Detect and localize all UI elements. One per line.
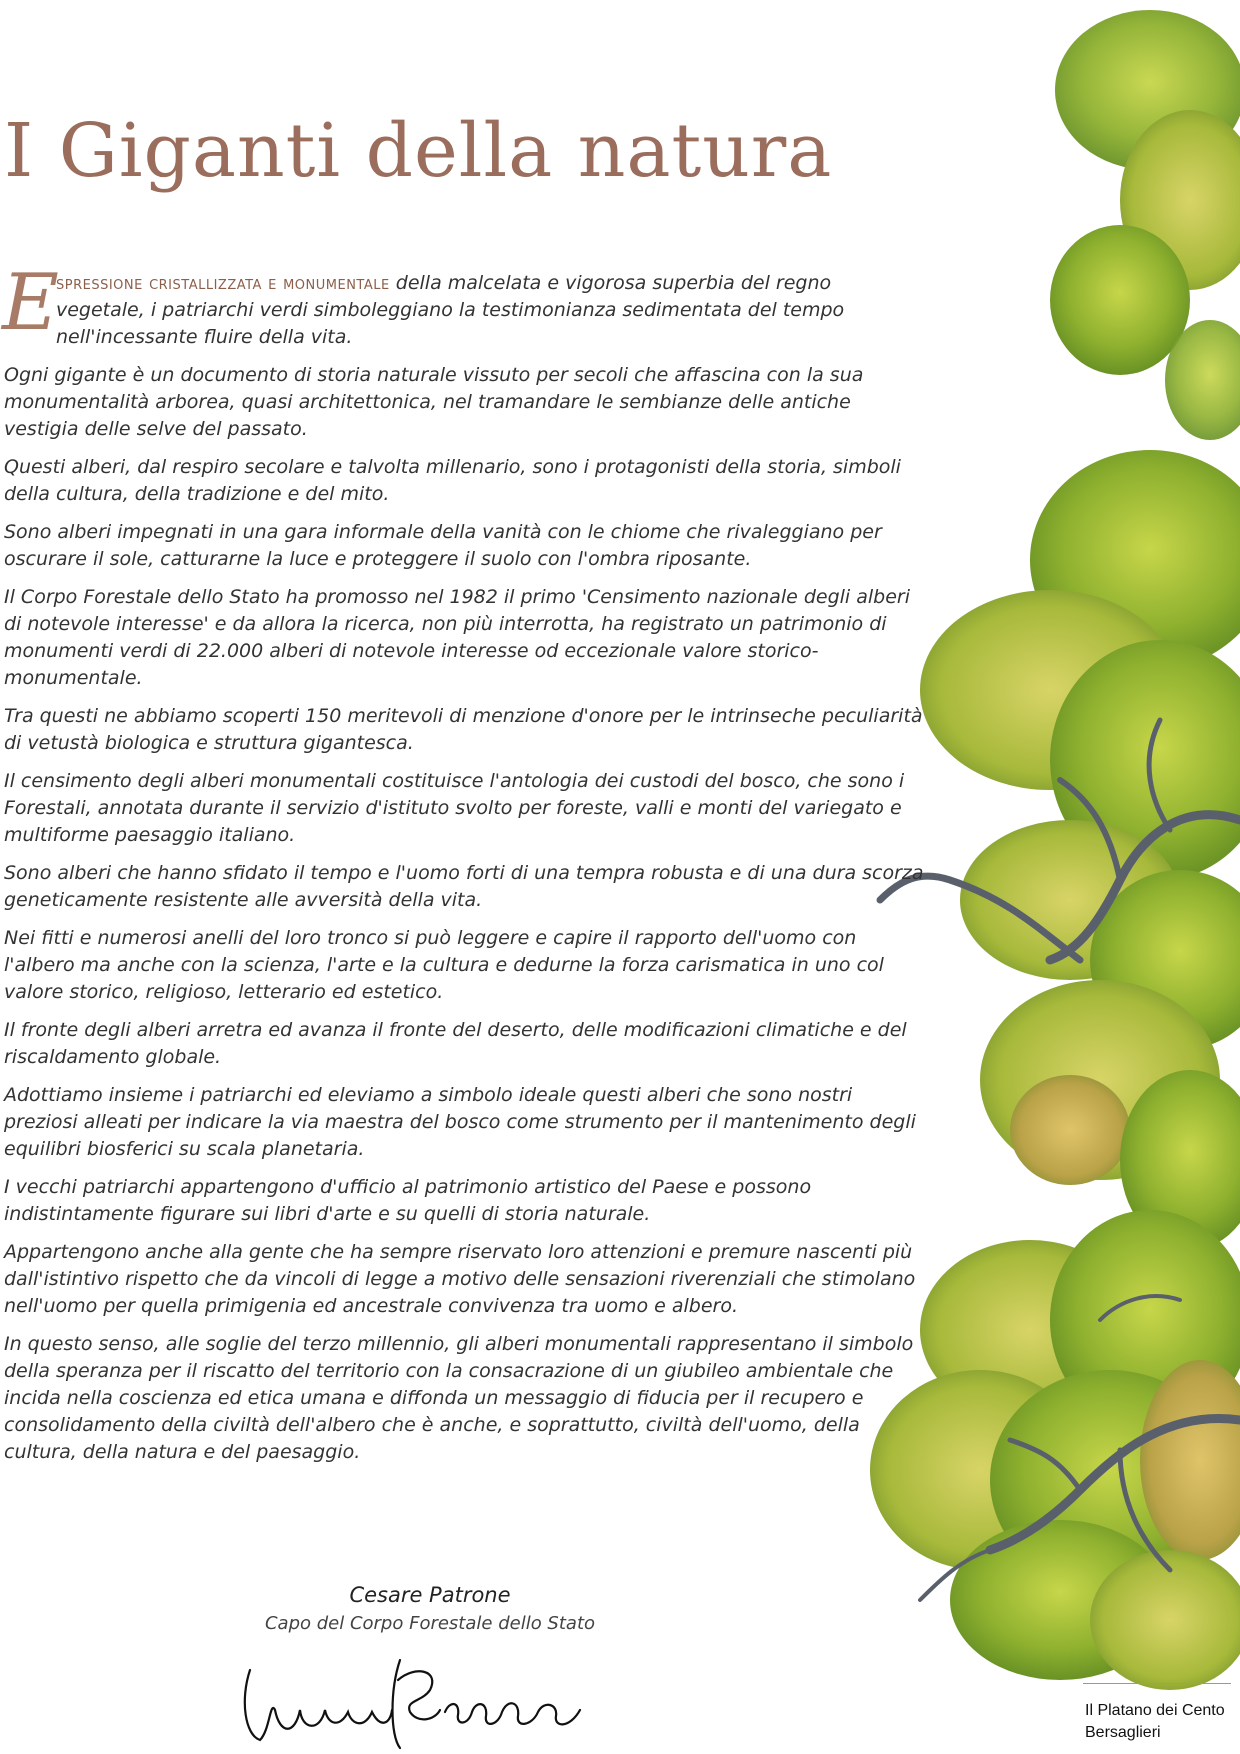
paragraph: Adottiamo insieme i patriarchi ed eleviamo a simbolo ideale questi alberi che sono nostri preziosi alleati per indicare la via maestra del bosco come strumento per il mantenimento degli equilibri biosferici su scala planetaria. — [4, 1084, 916, 1160]
paragraph: Il fronte degli alberi arretra ed avanza il fronte del deserto, delle modificazioni climatiche e del riscaldamento globale. — [4, 1019, 907, 1068]
signature-block — [250, 1583, 610, 1634]
signatory-role: Capo del Corpo Forestale dello Stato — [264, 1613, 596, 1634]
drop-cap: E — [2, 258, 59, 348]
paragraph: In questo senso, alle soglie del terzo millennio, gli alberi monumentali rappresentano il simbolo della speranza per il riscatto del territorio con la consacrazione di un giubileo ambientale che incida nella coscienza ed etica umana e diffonda un messaggio di fiducia per il recupero e consolidamento della civiltà dell'albero che è anche, e soprattutto, civiltà dell'uomo, della cultura, della natura e del paesaggio. — [4, 1333, 914, 1463]
paragraph: Ogni gigante è un documento di storia naturale vissuto per secoli che affascina con la sua monumentalità arborea, quasi architettonica, nel tramandare le sembianze delle antiche vestigia delle selve del passato. — [4, 364, 864, 440]
paragraph: Il censimento degli alberi monumentali costituisce l'antologia dei custodi del bosco, che sono i Forestali, annotata durante il servizio d'istituto svolto per foreste, valli e monti del variegato e multiforme paesaggio italiano. — [4, 770, 905, 846]
paragraph: Nei fitti e numerosi anelli del loro tronco si può leggere e capire il rapporto dell'uomo con l'albero ma anche con la scienza, l'arte e la cultura e dedurne la forza carismatica in uno col valore storico, religioso, letterario ed estetico. — [4, 927, 884, 1003]
intro-text: della malcelata e vigorosa superbia del regno vegetale, i patriarchi verdi simboleggiano la testimonianza sedimentata del tempo nell'incessante fluire della vita. — [56, 272, 845, 348]
signatory-name: Cesare Patrone — [349, 1583, 511, 1607]
caption-line-1: Il Platano dei Cento — [1085, 1702, 1225, 1719]
image-caption — [1085, 1700, 1235, 1744]
paragraph: Il Corpo Forestale dello Stato ha promosso nel 1982 il primo 'Censimento nazionale degli alberi di notevole interesse' e da allora la ricerca, non più interrotta, ha registrato un patrimonio di monumenti verdi di 22.000 alberi di notevole interesse od eccezionale valore storico-monumentale. — [4, 586, 910, 689]
page-title: I Giganti della natura — [4, 108, 833, 194]
intro-smallcaps: spressione cristallizzata e monumentale — [56, 273, 390, 294]
article-body — [2, 258, 924, 1477]
paragraph: Questi alberi, dal respiro secolare e talvolta millenario, sono i protagonisti della storia, simboli della cultura, della tradizione e del mito. — [4, 456, 901, 505]
caption-rule — [1083, 1683, 1231, 1684]
paragraph: Sono alberi che hanno sfidato il tempo e l'uomo forti di una tempra robusta e di una dura scorza geneticamente resistente alle avversità della vita. — [4, 862, 924, 911]
paragraph: Appartengono anche alla gente che ha sempre riservato loro attenzioni e premure nascenti più dall'istintivo rispetto che da vincoli di legge a motivo delle sensazioni riverenziali che stimolano nell'uomo per quella primigenia ed ancestrale convivenza tra uomo e albero. — [4, 1241, 916, 1317]
handwritten-signature — [240, 1640, 620, 1750]
paragraph: I vecchi patriarchi appartengono d'ufficio al patrimonio artistico del Paese e possono indistintamente figurare sui libri d'arte e su quelli di storia naturale. — [4, 1176, 812, 1225]
intro-paragraph — [2, 258, 924, 351]
caption-line-2: Bersaglieri — [1085, 1724, 1161, 1741]
paragraph: Tra questi ne abbiamo scoperti 150 meritevoli di menzione d'onore per le intrinseche peculiarità di vetustà biologica e struttura gigantesca. — [4, 705, 923, 754]
paragraph: Sono alberi impegnati in una gara informale della vanità con le chiome che rivaleggiano per oscurare il sole, catturarne la luce e proteggere il suolo con l'ombra riposante. — [4, 521, 882, 570]
